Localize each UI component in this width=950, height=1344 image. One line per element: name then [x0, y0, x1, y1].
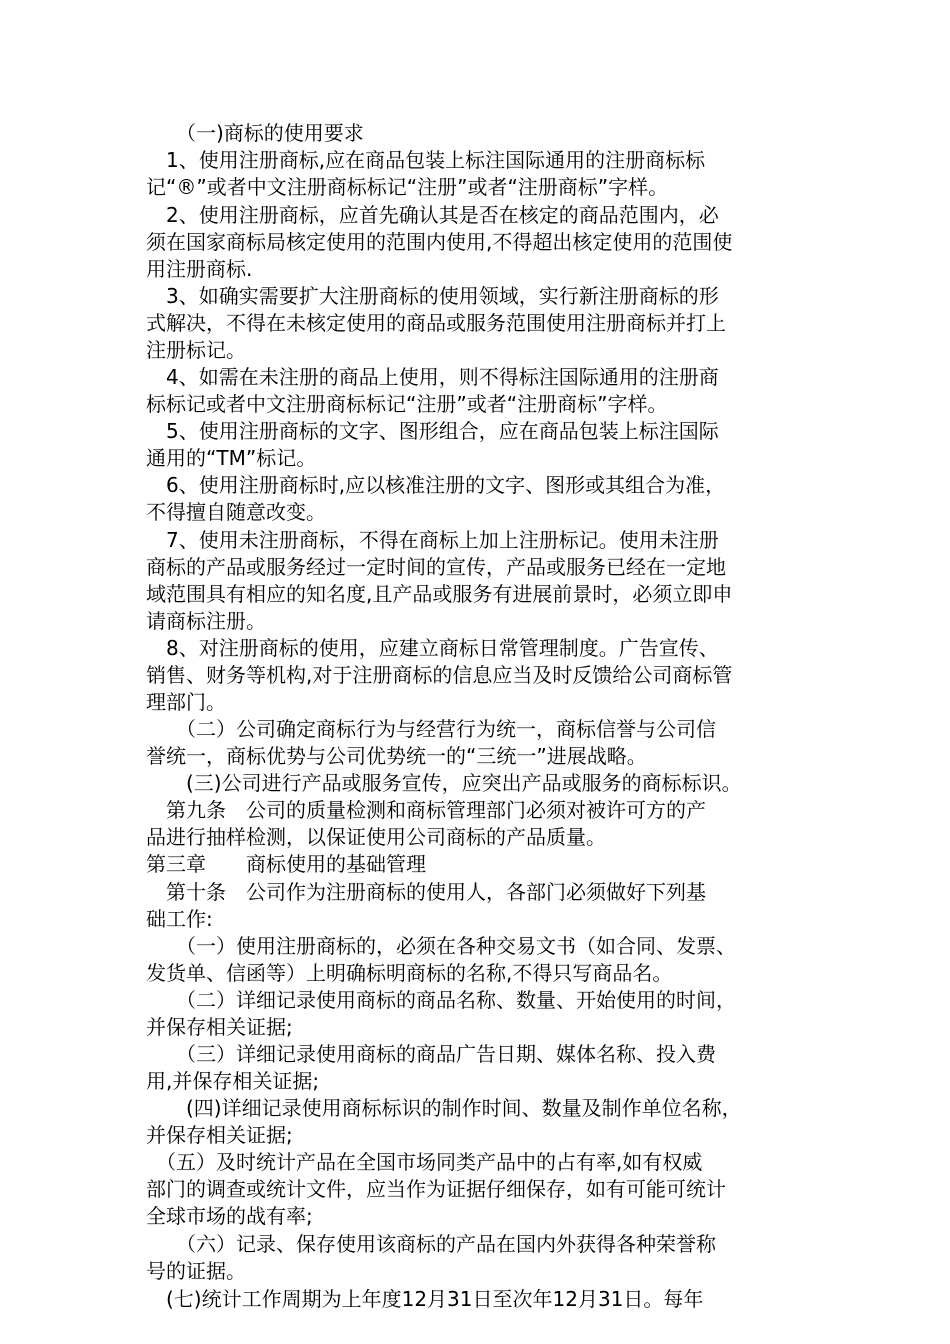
text-line: (三)公司进行产品或服务宣传，应突出产品或服务的商标标识。 [146, 771, 742, 795]
text-line: 第九条 公司的质量检测和商标管理部门必须对被许可方的产 [146, 798, 706, 822]
text-line: 商标的产品或服务经过一定时间的宣传，产品或服务已经在一定地 [146, 555, 726, 579]
text-line: 全球市场的战有率; [146, 1204, 313, 1228]
text-line: 7、使用未注册商标，不得在商标上加上注册标记。使用未注册 [146, 528, 719, 552]
text-line: 5、使用注册商标的文字、图形组合，应在商品包装上标注国际 [146, 419, 719, 443]
text-line: 4、如需在未注册的商品上使用，则不得标注国际通用的注册商 [146, 365, 719, 389]
text-line: 础工作: [146, 907, 213, 931]
text-line: 2、使用注册商标，应首先确认其是否在核定的商品范围内，必 [146, 203, 719, 227]
text-line: 理部门。 [146, 690, 226, 714]
text-line: 并保存相关证据; [146, 1123, 293, 1147]
text-line: 请商标注册。 [146, 609, 266, 633]
text-line: 标标记或者中文注册商标标记“注册”或者“注册商标”字样。 [146, 392, 668, 416]
text-line: 式解决，不得在未核定使用的商品或服务范围使用注册商标并打上 [146, 311, 726, 335]
text-line: 8、对注册商标的使用，应建立商标日常管理制度。广告宣传、 [146, 636, 719, 660]
text-line: 号的证据。 [146, 1259, 246, 1283]
text-line: 第十条 公司作为注册商标的使用人，各部门必须做好下列基 [146, 880, 706, 904]
text-line: 3、如确实需要扩大注册商标的使用领域，实行新注册商标的形 [146, 284, 719, 308]
text-line: 1、使用注册商标,应在商品包装上标注国际通用的注册商标标 [146, 148, 706, 172]
text-line: （二）公司确定商标行为与经营行为统一，商标信誉与公司信 [146, 717, 716, 741]
text-line: 部门的调查或统计文件，应当作为证据仔细保存，如有可能可统计 [146, 1177, 726, 1201]
text-line: 用,并保存相关证据; [146, 1069, 320, 1093]
text-line: 不得擅自随意改变。 [146, 500, 326, 524]
text-line: 6、使用注册商标时,应以核准注册的文字、图形或其组合为准， [146, 473, 726, 497]
text-line: 品进行抽样检测，以保证使用公司商标的产品质量。 [146, 825, 606, 849]
text-line: 用注册商标. [146, 257, 253, 281]
text-line: （二）详细记录使用商标的商品名称、数量、开始使用的时间， [146, 988, 736, 1012]
text-line: (七)统计工作周期为上年度12月31日至次年12月31日。每年 [146, 1287, 704, 1311]
text-line: 并保存相关证据; [146, 1015, 293, 1039]
text-line: （三）详细记录使用商标的商品广告日期、媒体名称、投入费 [146, 1042, 716, 1066]
text-line: （五）及时统计产品在全国市场同类产品中的占有率,如有权威 [146, 1150, 703, 1174]
text-line: （六）记录、保存使用该商标的产品在国内外获得各种荣誉称 [146, 1232, 716, 1256]
text-line: 誉统一，商标优势与公司优势统一的“三统一”进展战略。 [146, 744, 647, 768]
chapter-heading: 第三章 商标使用的基础管理 [146, 852, 426, 876]
text-line: 通用的“TM”标记。 [146, 446, 317, 470]
text-line: （一)商标的使用要求 [146, 121, 364, 145]
text-line: (四)详细记录使用商标标识的制作时间、数量及制作单位名称， [146, 1096, 742, 1120]
text-line: 注册标记。 [146, 338, 246, 362]
text-line: 域范围具有相应的知名度,且产品或服务有进展前景时，必须立即申 [146, 582, 733, 606]
text-line: （一）使用注册商标的，必须在各种交易文书（如合同、发票、 [146, 934, 736, 958]
text-line: 销售、财务等机构,对于注册商标的信息应当及时反馈给公司商标管 [146, 663, 733, 687]
text-line: 记“®”或者中文注册商标标记“注册”或者“注册商标”字样。 [146, 175, 669, 199]
text-line: 须在国家商标局核定使用的范围内使用,不得超出核定使用的范围使 [146, 230, 733, 254]
text-line: 发货单、信函等）上明确标明商标的名称,不得只写商品名。 [146, 961, 673, 985]
